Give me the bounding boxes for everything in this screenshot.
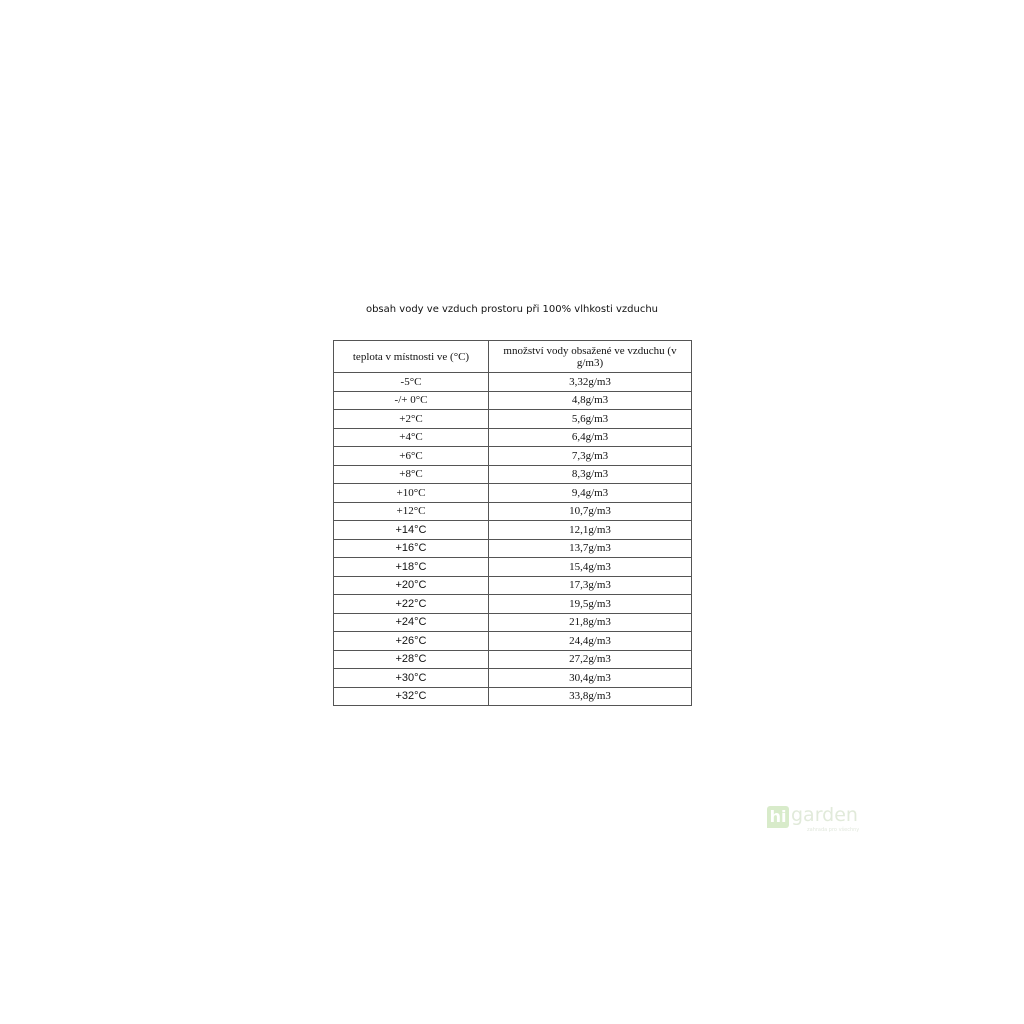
temperature-cell: +4°C: [334, 428, 489, 447]
table-row: [334, 632, 692, 651]
water-content-cell: 3,32g/m3: [489, 373, 692, 392]
water-content-cell: 19,5g/m3: [489, 595, 692, 614]
temperature-cell: +20°C: [334, 576, 489, 595]
water-content-cell: 4,8g/m3: [489, 391, 692, 410]
table-row: [334, 484, 692, 503]
water-content-cell: 5,6g/m3: [489, 410, 692, 429]
water-content-cell: 30,4g/m3: [489, 669, 692, 688]
table-row: [334, 373, 692, 392]
table-row: [334, 595, 692, 614]
table-row: [334, 558, 692, 577]
table-row: [334, 539, 692, 558]
temperature-cell: +28°C: [334, 650, 489, 669]
water-content-cell: 6,4g/m3: [489, 428, 692, 447]
water-content-cell: 15,4g/m3: [489, 558, 692, 577]
temperature-cell: +12°C: [334, 502, 489, 521]
document-title: obsah vody ve vzduch prostoru při 100% vlhkosti vzduchu: [365, 304, 659, 315]
water-content-cell: 13,7g/m3: [489, 539, 692, 558]
water-content-cell: 10,7g/m3: [489, 502, 692, 521]
table-row: [334, 465, 692, 484]
temperature-cell: +14°C: [334, 521, 489, 540]
table-row: [334, 410, 692, 429]
temperature-cell: +8°C: [334, 465, 489, 484]
header-water-content: množství vody obsažené ve vzduchu (v g/m3): [489, 341, 692, 373]
logo-tagline: zahrada pro všechny: [807, 827, 860, 833]
logo-wordmark: garden: [791, 804, 858, 826]
water-content-cell: 24,4g/m3: [489, 632, 692, 651]
temperature-cell: -5°C: [334, 373, 489, 392]
water-content-cell: 27,2g/m3: [489, 650, 692, 669]
header-temperature: teplota v místnosti ve (°C): [334, 341, 489, 373]
table-row: [334, 447, 692, 466]
table-row: [334, 576, 692, 595]
temperature-cell: +32°C: [334, 687, 489, 706]
water-content-cell: 7,3g/m3: [489, 447, 692, 466]
table-header-row: [334, 341, 692, 373]
temperature-cell: +16°C: [334, 539, 489, 558]
water-content-cell: 12,1g/m3: [489, 521, 692, 540]
temperature-cell: +6°C: [334, 447, 489, 466]
table-row: [334, 650, 692, 669]
temperature-cell: +26°C: [334, 632, 489, 651]
table-row: [334, 669, 692, 688]
temperature-cell: +24°C: [334, 613, 489, 632]
higarden-logo: [767, 806, 877, 838]
temperature-cell: +18°C: [334, 558, 489, 577]
water-content-cell: 8,3g/m3: [489, 465, 692, 484]
table-row: [334, 521, 692, 540]
table-body: [334, 373, 692, 706]
temperature-cell: +10°C: [334, 484, 489, 503]
table-row: [334, 687, 692, 706]
water-content-cell: 9,4g/m3: [489, 484, 692, 503]
temperature-cell: -/+ 0°C: [334, 391, 489, 410]
water-content-cell: 33,8g/m3: [489, 687, 692, 706]
temperature-cell: +22°C: [334, 595, 489, 614]
water-content-cell: 21,8g/m3: [489, 613, 692, 632]
temperature-cell: +30°C: [334, 669, 489, 688]
table-row: [334, 391, 692, 410]
table-row: [334, 613, 692, 632]
water-content-cell: 17,3g/m3: [489, 576, 692, 595]
table-row: [334, 428, 692, 447]
temperature-cell: +2°C: [334, 410, 489, 429]
logo-hi-badge: hi: [767, 806, 789, 828]
humidity-table: [333, 340, 692, 706]
table-row: [334, 502, 692, 521]
